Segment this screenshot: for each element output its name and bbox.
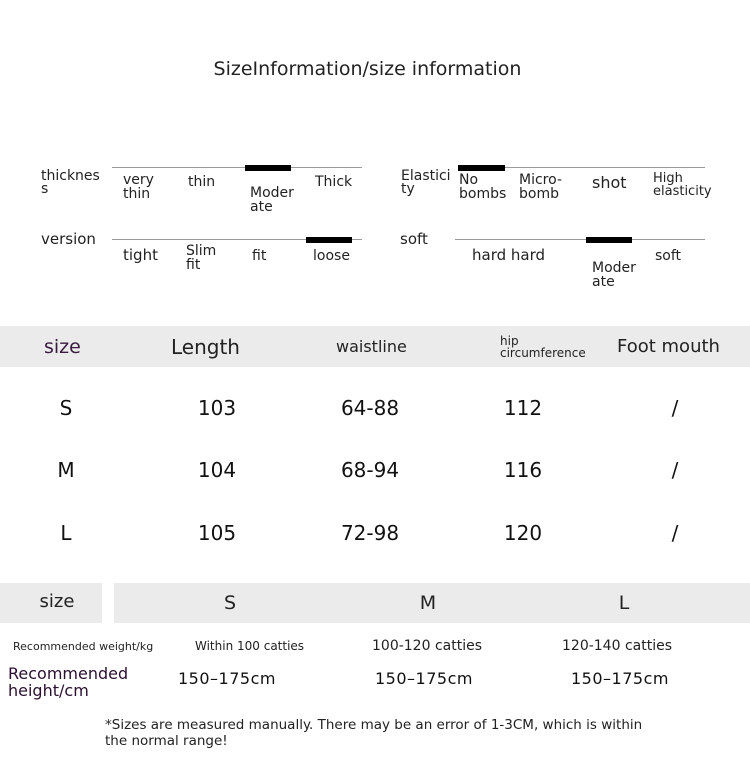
waistline-cell: 64-88 [340, 396, 400, 420]
waistline-cell: 68-94 [340, 458, 400, 482]
version-label: version [41, 230, 96, 248]
recommended-height-label: Recommended height/cm [8, 664, 129, 700]
page-title: SizeInformation/size information [213, 58, 522, 80]
size-cell: S [59, 396, 73, 420]
recommend-size: M [419, 592, 437, 614]
softness-line [455, 239, 705, 240]
size-header: size [44, 335, 81, 358]
foot-mouth-header: Foot mouth [617, 336, 720, 357]
size-cell: M [57, 458, 75, 482]
recommend-size-label: size [39, 591, 75, 612]
length-header: Length [171, 334, 240, 359]
hip-header: hip circumference [500, 333, 586, 360]
softness-option: soft [655, 248, 682, 264]
foot-mouth-cell: / [671, 396, 679, 420]
softness-option: hard hard [472, 246, 546, 264]
length-cell: 103 [197, 396, 237, 420]
length-cell: 105 [197, 521, 237, 545]
elasticity-option: No bombs [459, 172, 507, 202]
measurement-note: *Sizes are measured manually. There may be an error of 1-3CM, which is within the normal range! [105, 717, 643, 749]
elasticity-option: Micro-bomb [519, 172, 562, 202]
waistline-cell: 72-98 [340, 521, 400, 545]
elasticity-option: shot [592, 173, 627, 192]
recommended-height: 150–175cm [178, 669, 276, 688]
recommended-weight-label: Recommended weight/kg [13, 640, 154, 653]
version-option: fit [252, 248, 267, 264]
foot-mouth-cell: / [671, 521, 679, 545]
hip-cell: 112 [503, 396, 543, 420]
recommended-weight: 100-120 catties [372, 638, 482, 654]
softness-label: soft [400, 230, 428, 248]
foot-mouth-cell: / [671, 458, 679, 482]
waistline-header: waistline [336, 337, 407, 356]
softness-selected-marker [586, 237, 632, 243]
thickness-option: Moder ate [250, 185, 294, 215]
thickness-selected-marker [245, 165, 291, 171]
recommend-size: S [223, 592, 237, 614]
version-option: Slim fit [186, 243, 217, 273]
thickness-label: thicknes s [41, 168, 100, 197]
elasticity-label: Elastici ty [401, 168, 451, 197]
elasticity-selected-marker [458, 165, 505, 171]
recommend-size: L [618, 592, 630, 614]
elasticity-option: High elasticity [653, 171, 712, 199]
version-selected-marker [306, 237, 352, 243]
hip-cell: 116 [503, 458, 543, 482]
recommended-height: 150–175cm [571, 669, 669, 688]
thickness-option: very thin [123, 172, 154, 202]
version-option: loose [313, 248, 350, 264]
softness-option: Moder ate [592, 260, 636, 290]
recommended-height: 150–175cm [375, 669, 473, 688]
thickness-option: thin [188, 174, 216, 190]
size-cell: L [60, 521, 72, 545]
recommended-weight: Within 100 catties [195, 639, 305, 653]
version-option: tight [123, 246, 158, 264]
thickness-option: Thick [315, 174, 353, 190]
length-cell: 104 [197, 458, 237, 482]
thickness-line [112, 167, 362, 168]
hip-cell: 120 [503, 521, 543, 545]
recommended-weight: 120-140 catties [562, 638, 672, 654]
